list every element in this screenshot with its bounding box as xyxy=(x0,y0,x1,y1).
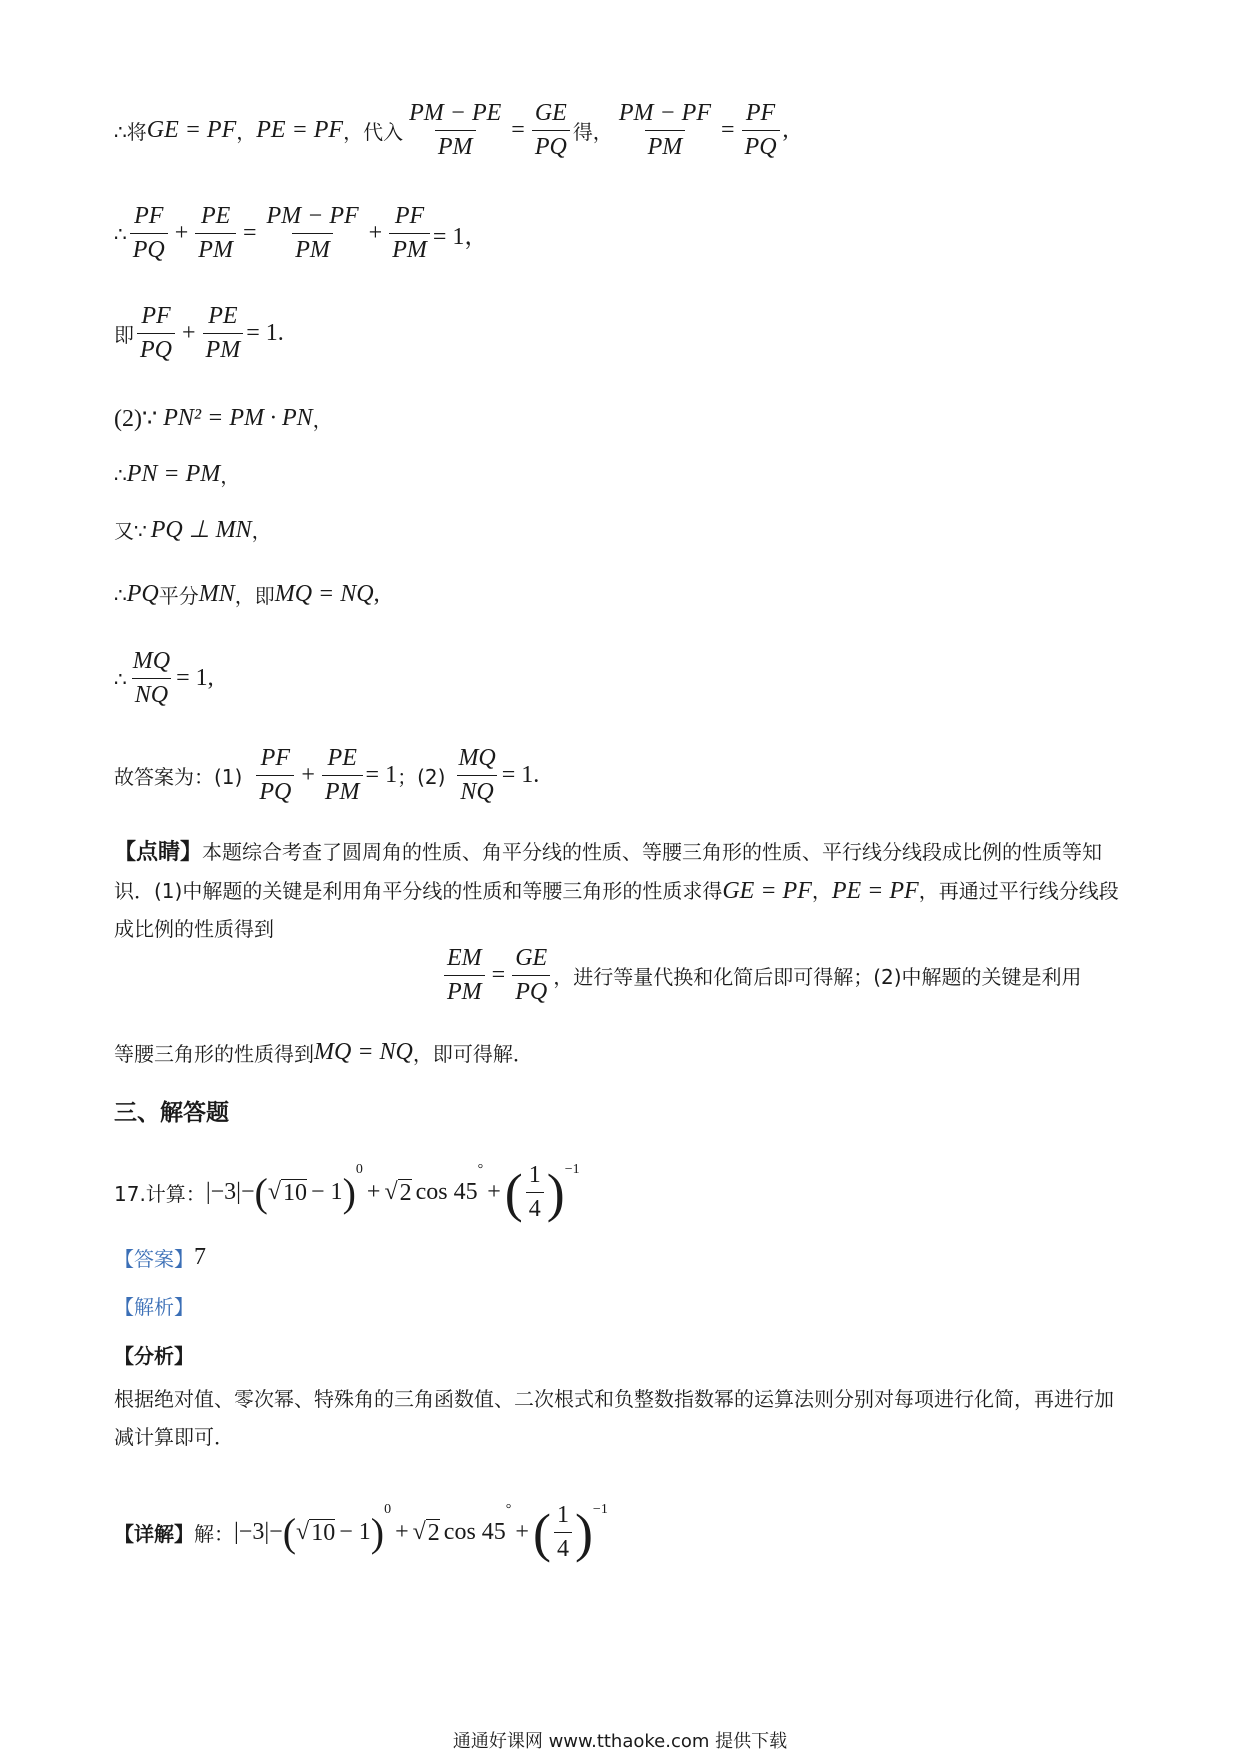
math: PQ xyxy=(126,581,159,607)
denominator: PM xyxy=(444,975,485,1006)
math: ° xyxy=(505,1502,512,1517)
detail-line: 【详解】 解： |−3| − ( √ 10 − 1 ) $^0$ + √ 2 cos 45 ° + ( $\frac{1}{4}$ ) $^{-1}$ xyxy=(114,1502,608,1563)
dianjing-line-4 xyxy=(114,1038,533,1067)
numerator: PF xyxy=(394,203,425,229)
math: − 1 xyxy=(311,1179,343,1205)
text: = 1， xyxy=(432,224,489,250)
numerator: PM − PE xyxy=(409,100,502,126)
line-6: 又∵ PQ ⊥ MN ， xyxy=(114,517,272,543)
math: GE = PF xyxy=(146,117,237,143)
page-footer: 通通好课网 www.tthaoke.com 提供下载 xyxy=(452,1731,788,1752)
fraction xyxy=(742,100,780,161)
math: MN xyxy=(198,581,235,607)
jiexi-label: 【解析】 xyxy=(114,1295,194,1319)
math: − xyxy=(240,1179,255,1205)
math: 2 xyxy=(427,1519,440,1546)
numerator: GE xyxy=(534,100,567,126)
text: 等腰三角形的性质得到 xyxy=(114,1042,314,1066)
math: 10 xyxy=(311,1519,336,1546)
numerator: MQ xyxy=(132,648,171,674)
denominator: PQ xyxy=(256,775,294,806)
math: −1 xyxy=(564,1162,580,1177)
denominator: PQ xyxy=(130,233,168,264)
numerator: MQ xyxy=(458,745,496,771)
math: − xyxy=(269,1519,283,1545)
fraction xyxy=(130,203,168,264)
fraction xyxy=(322,745,363,806)
math: cos 45 xyxy=(415,1179,478,1205)
jiexi-line xyxy=(114,1291,194,1320)
text: ∴ xyxy=(114,666,127,691)
denominator: NQ xyxy=(132,678,171,709)
text: ， xyxy=(236,120,257,144)
text: ，即可得解． xyxy=(412,1042,533,1066)
denominator: PM xyxy=(195,233,236,264)
denominator: PM xyxy=(203,333,244,364)
text: 即 xyxy=(114,323,134,347)
math: cos 45 xyxy=(443,1519,506,1545)
fenxi-label: 【分析】 xyxy=(114,1344,194,1368)
text: 又∵ xyxy=(114,519,147,543)
section-heading xyxy=(114,1094,229,1127)
numerator: PE xyxy=(200,203,231,229)
line-3: 即 $\frac{PF}{PQ}$ + $\frac{PE}{PM}$ = 1. xyxy=(114,303,284,363)
math: PQ ⊥ MN xyxy=(150,517,252,543)
text: = 1 xyxy=(365,762,398,788)
denominator: PQ xyxy=(512,975,550,1006)
denominator: 4 xyxy=(526,1192,544,1223)
math: 0 xyxy=(355,1162,363,1177)
math: − 1 xyxy=(339,1519,371,1545)
text: ， xyxy=(811,879,832,903)
text: ∴将 xyxy=(114,120,147,144)
math: MQ = NQ xyxy=(314,1039,413,1065)
text: ∴ xyxy=(114,462,127,487)
line-4: (2)∵ PN² = PM · PN ， xyxy=(114,405,333,432)
numerator: PF xyxy=(260,745,290,771)
line-2: ∴ $\frac{PF}{PQ}$ + $\frac{PE}{PM}$ = $\frac{PM - PF}{PM}$ + $\frac{PF}{PM}$ = 1， xyxy=(114,203,489,263)
fraction xyxy=(137,303,175,364)
denominator: PM xyxy=(645,130,686,161)
fenxi-line xyxy=(114,1340,194,1369)
line-1: ∴将 GE = PF ， PE = PF ，代入 $\frac{PM - PE}{PM}$ = $\frac{GE}{PQ}$ 得， $\frac{PM - PF}{PM}$ = $\frac{PF}{PQ}$ , xyxy=(114,100,789,160)
numerator: PM − PF xyxy=(618,100,711,126)
math: GE = PF xyxy=(722,878,812,904)
text: ∴ xyxy=(114,221,127,246)
denominator: 4 xyxy=(554,1532,572,1563)
fraction xyxy=(616,100,714,161)
answer-value: 7 xyxy=(194,1244,206,1270)
detail-label: 【详解】 xyxy=(114,1522,194,1546)
fraction xyxy=(263,203,361,264)
numerator: 1 xyxy=(556,1502,569,1528)
denominator: PM xyxy=(292,233,333,264)
fraction xyxy=(526,1162,544,1223)
text: 解： xyxy=(194,1522,234,1546)
math: PN² = PM · PN xyxy=(163,405,313,431)
math: ( xyxy=(282,1509,297,1555)
line-5: ∴ PN = PM ， xyxy=(114,461,241,488)
math: + xyxy=(515,1519,529,1545)
fraction xyxy=(444,945,485,1006)
answer-label: 【答案】 xyxy=(114,1247,194,1271)
fraction xyxy=(455,745,498,806)
fraction xyxy=(532,100,570,161)
fraction xyxy=(203,303,244,364)
numerator: PE xyxy=(208,303,238,329)
line-7: ∴ PQ 平分 MN ，即 MQ = NQ , xyxy=(114,581,380,608)
numerator: GE xyxy=(515,945,548,971)
denominator: PQ xyxy=(532,130,570,161)
text: ；(2) xyxy=(397,765,446,789)
text: ，再通过平行线分线段成比例的性质得到 xyxy=(114,879,1119,941)
math: PE = PF xyxy=(256,117,344,143)
dianjing-paragraph xyxy=(114,833,1124,948)
math: ° xyxy=(477,1162,484,1177)
text: ，即 xyxy=(234,584,275,608)
numerator: PE xyxy=(327,745,357,771)
numerator: PM − PF xyxy=(266,203,359,229)
numerator: PF xyxy=(134,203,164,229)
text: = 1. xyxy=(501,762,540,788)
analysis-text: 根据绝对值、零次幂、特殊角的三角函数值、二次根式和负整数指数幂的运算法则分别对每项进行化简，再进行加减计算即可． xyxy=(114,1387,1114,1449)
text: 故答案为：(1) xyxy=(114,765,243,789)
text: = 1, xyxy=(176,665,214,691)
q17-line: 17.计算： |−3| − ( √ 10 − 1 ) $^0$ + √ 2 cos 45 ° + ( $\frac{1}{4}$ ) $^{-1}$ xyxy=(114,1162,580,1223)
fraction xyxy=(554,1502,572,1563)
math: −1 xyxy=(592,1502,608,1517)
math: ) xyxy=(370,1509,385,1555)
text: ，代入 xyxy=(343,120,404,144)
denominator: PM xyxy=(322,775,363,806)
text: 得， xyxy=(572,120,613,144)
line-8 xyxy=(114,648,214,709)
line-9: 故答案为：(1) $\frac{PF}{PQ}$ + $\frac{PE}{PM}$ = 1 ；(2) $\frac{MQ}{NQ}$ = 1. xyxy=(114,745,540,805)
dianjing-fraction-line: $\frac{EM}{PM}$ = $\frac{GE}{PQ}$ ，进行等量代换和化简后即可得解；(2)中解题的关键是利用 xyxy=(114,945,1082,1006)
fraction xyxy=(406,100,504,161)
denominator: PM xyxy=(389,233,430,264)
math: PN = PM xyxy=(126,461,221,487)
text: 本题综合考查了圆周角的性质、角平分线的性质、等腰三角形的性质、平行线分线段成比例的性质等知识．(1)中解题的关键是利用角平分线的性质和等腰三角形的性质求得 xyxy=(114,840,1103,903)
dianjing-label: 【点睛】 xyxy=(114,840,203,865)
text: 平分 xyxy=(158,584,199,608)
math: |−3| xyxy=(234,1519,270,1545)
fraction xyxy=(512,945,550,1006)
denominator: PM xyxy=(435,130,476,161)
numerator: 1 xyxy=(528,1162,541,1188)
numerator: EM xyxy=(447,945,482,971)
fraction xyxy=(256,745,294,806)
section-title: 三、解答题 xyxy=(114,1100,229,1126)
math: 0 xyxy=(384,1502,392,1517)
numerator: PF xyxy=(745,100,776,126)
math: + xyxy=(487,1179,501,1205)
math: PE = PF xyxy=(831,878,919,904)
fraction xyxy=(195,203,236,264)
math: 2 xyxy=(399,1179,412,1206)
fraction xyxy=(130,648,173,709)
text: = 1. xyxy=(246,320,284,346)
question-label: 17.计算： xyxy=(114,1182,206,1206)
denominator: NQ xyxy=(457,775,496,806)
text: ，进行等量代换和化简后即可得解；(2)中解题的关键是利用 xyxy=(553,965,1082,989)
text: (2)∵ xyxy=(114,406,158,432)
text: ∴ xyxy=(114,582,127,607)
math: 10 xyxy=(283,1179,308,1206)
math: + xyxy=(366,1179,381,1205)
answer-line xyxy=(114,1243,206,1272)
math: ( xyxy=(254,1169,268,1215)
math: |−3| xyxy=(205,1179,241,1205)
denominator: PQ xyxy=(742,130,780,161)
math: ) xyxy=(342,1169,356,1215)
math: MQ = NQ xyxy=(274,581,374,607)
math: + xyxy=(395,1519,409,1545)
numerator: PF xyxy=(141,303,171,329)
analysis-paragraph xyxy=(114,1380,1114,1456)
fraction xyxy=(389,203,430,264)
denominator: PQ xyxy=(137,333,175,364)
